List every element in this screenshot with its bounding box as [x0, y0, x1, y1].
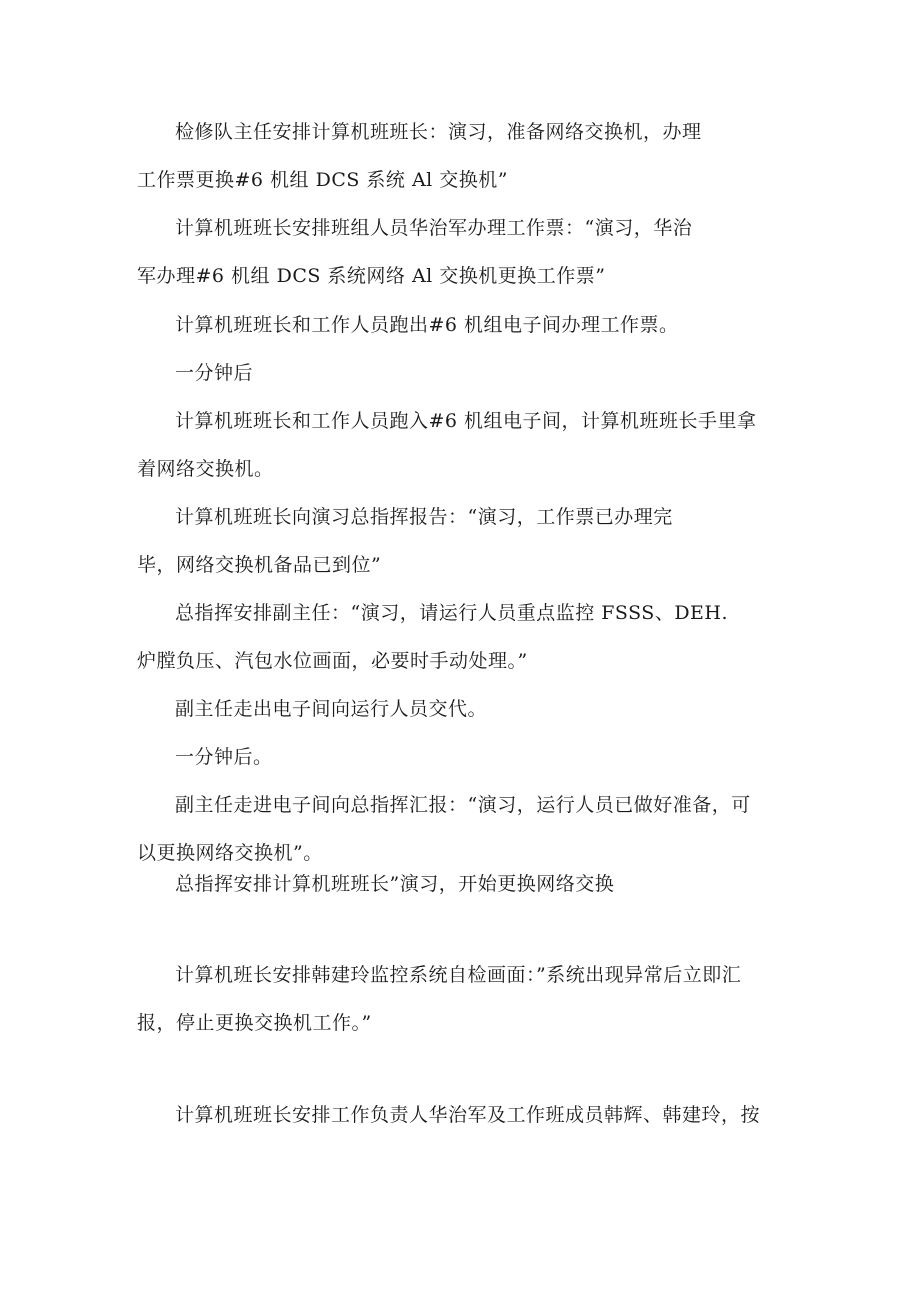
paragraph-line: 副主任走出电子间向运行人员交代。 [175, 698, 488, 720]
paragraph-line: 毕，网络交换机备品已到位” [137, 554, 382, 576]
paragraph-line: 计算机班班长和工作人员跑出#6 机组电子间办理工作票。 [175, 314, 679, 336]
paragraph-line: 军办理#6 机组 DCS 系统网络 Al 交换机更换工作票” [137, 265, 606, 287]
paragraph-line: 计算机班班长安排工作负责人华治军及工作班成员韩辉、韩建玲，按 [175, 1104, 761, 1126]
paragraph-line: 计算机班班长安排班组人员华治军办理工作票：“演习，华治 [175, 217, 693, 239]
paragraph-line: 一分钟后。 [175, 746, 273, 768]
paragraph-line: 着网络交换机。 [137, 458, 274, 480]
paragraph-line: 计算机班班长和工作人员跑入#6 机组电子间，计算机班班长手里拿 [175, 410, 757, 432]
paragraph-line: 副主任走进电子间向总指挥汇报：“演习，运行人员已做好准备，可 [175, 794, 751, 816]
paragraph-line: 计算机班长安排韩建玲监控系统自检画面：”系统出现异常后立即汇 [175, 964, 742, 986]
paragraph-line: 一分钟后 [175, 362, 254, 384]
paragraph-line: 炉膛负压、汽包水位画面，必要时手动处理。” [137, 650, 528, 672]
paragraph-line: 总指挥安排副主任：“演习，请运行人员重点监控 FSSS、DEH. [175, 602, 729, 624]
paragraph-line: 以更换网络交换机”。 [137, 842, 323, 864]
paragraph-line: 报，停止更换交换机工作。” [137, 1012, 372, 1034]
paragraph-line: 工作票更换#6 机组 DCS 系统 Al 交换机” [137, 169, 509, 191]
paragraph-line: 检修队主任安排计算机班班长：演习，准备网络交换机，办理 [175, 121, 702, 143]
paragraph-line: 计算机班班长向演习总指挥报告：“演习，工作票已办理完 [175, 506, 673, 528]
paragraph-line: 总指挥安排计算机班班长”演习，开始更换网络交换 [175, 873, 615, 895]
